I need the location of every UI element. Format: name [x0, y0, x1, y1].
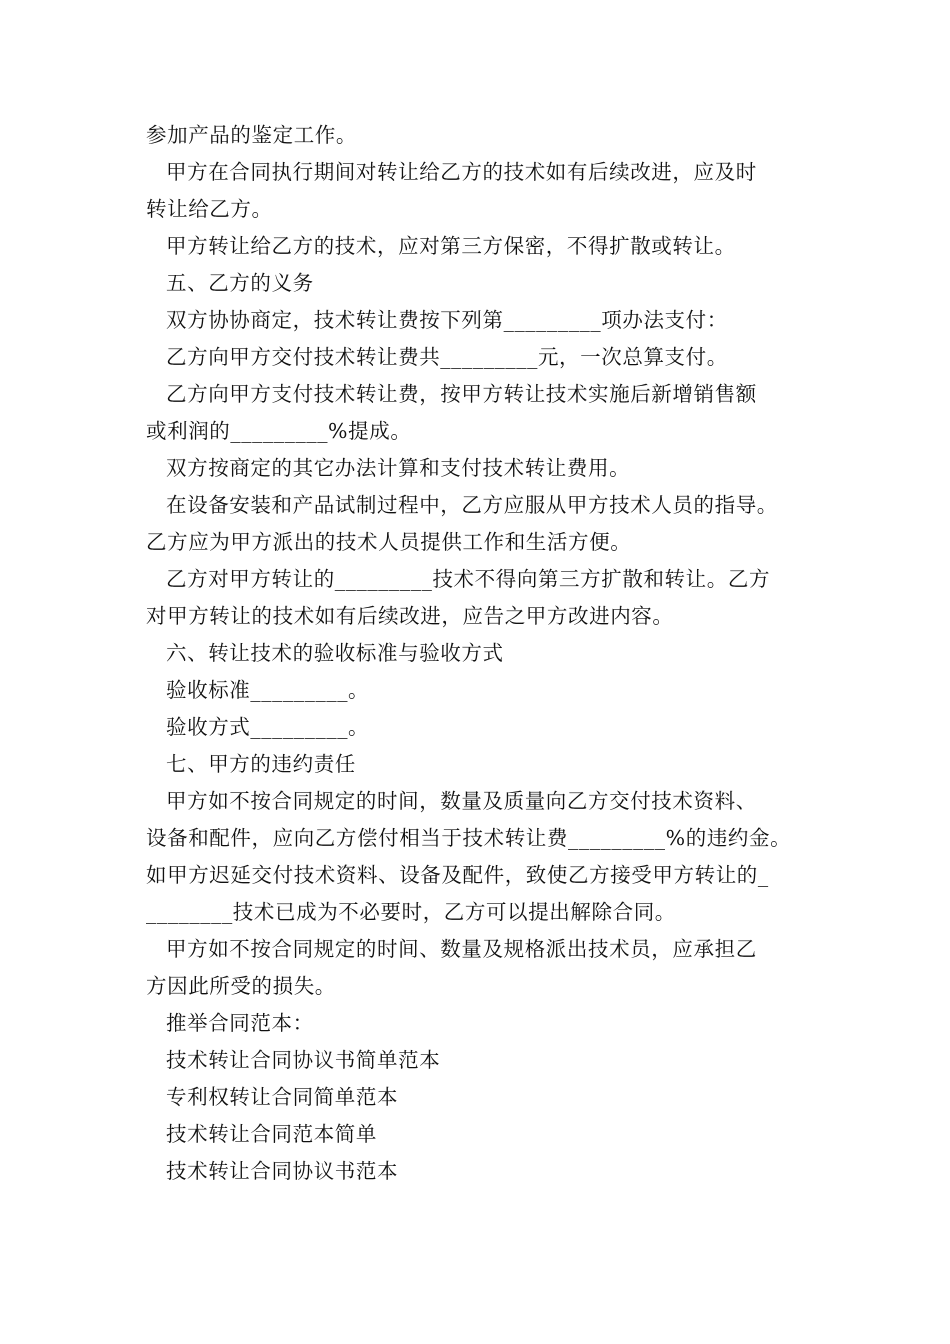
text-line: 方因此所受的损失。 — [146, 974, 336, 998]
text-line: 乙方向甲方支付技术转让费，按甲方转让技术实施后新增销售额 — [166, 382, 757, 406]
text-line: 五、乙方的义务 — [166, 271, 314, 295]
text-line: 技术转让合同协议书范本 — [166, 1159, 399, 1183]
text-line: 甲方在合同执行期间对转让给乙方的技术如有后续改进，应及时 — [166, 160, 757, 184]
text-line: 甲方如不按合同规定的时间，数量及质量向乙方交付技术资料、 — [166, 789, 757, 813]
text-line: 参加产品的鉴定工作。 — [146, 123, 357, 147]
text-line: 设备和配件，应向乙方偿付相当于技术转让费_________%的违约金。 — [146, 826, 792, 850]
text-line: ________技术已成为不必要时，乙方可以提出解除合同。 — [146, 900, 676, 924]
text-line: 验收方式_________。 — [166, 715, 370, 739]
text-line: 甲方转让给乙方的技术，应对第三方保密，不得扩散或转让。 — [166, 234, 736, 258]
text-line: 或利润的_________%提成。 — [146, 419, 412, 443]
text-line: 乙方对甲方转让的_________技术不得向第三方扩散和转让。乙方 — [166, 567, 771, 591]
text-line: 双方协协商定，技术转让费按下列第_________项办法支付： — [166, 308, 728, 332]
text-line: 对甲方转让的技术如有后续改进，应告之甲方改进内容。 — [146, 604, 674, 628]
text-line: 七、甲方的违约责任 — [166, 752, 356, 776]
text-line: 验收标准_________。 — [166, 678, 370, 702]
text-line: 甲方如不按合同规定的时间、数量及规格派出技术员，应承担乙 — [166, 937, 757, 961]
text-line: 转让给乙方。 — [146, 197, 273, 221]
text-line: 如甲方迟延交付技术资料、设备及配件，致使乙方接受甲方转让的_ — [146, 863, 769, 887]
text-line: 推举合同范本： — [166, 1011, 314, 1035]
text-line: 乙方应为甲方派出的技术人员提供工作和生活方便。 — [146, 530, 632, 554]
text-line: 乙方向甲方交付技术转让费共_________元，一次总算支付。 — [166, 345, 728, 369]
text-line: 技术转让合同协议书简单范本 — [166, 1048, 441, 1072]
text-line: 专利权转让合同简单范本 — [166, 1085, 399, 1109]
text-line: 在设备安装和产品试制过程中，乙方应服从甲方技术人员的指导。 — [166, 493, 778, 517]
document-body — [146, 117, 822, 1190]
text-line: 六、转让技术的验收标准与验收方式 — [166, 641, 504, 665]
text-line: 技术转让合同范本简单 — [166, 1122, 377, 1146]
text-line: 双方按商定的其它办法计算和支付技术转让费用。 — [166, 456, 631, 480]
